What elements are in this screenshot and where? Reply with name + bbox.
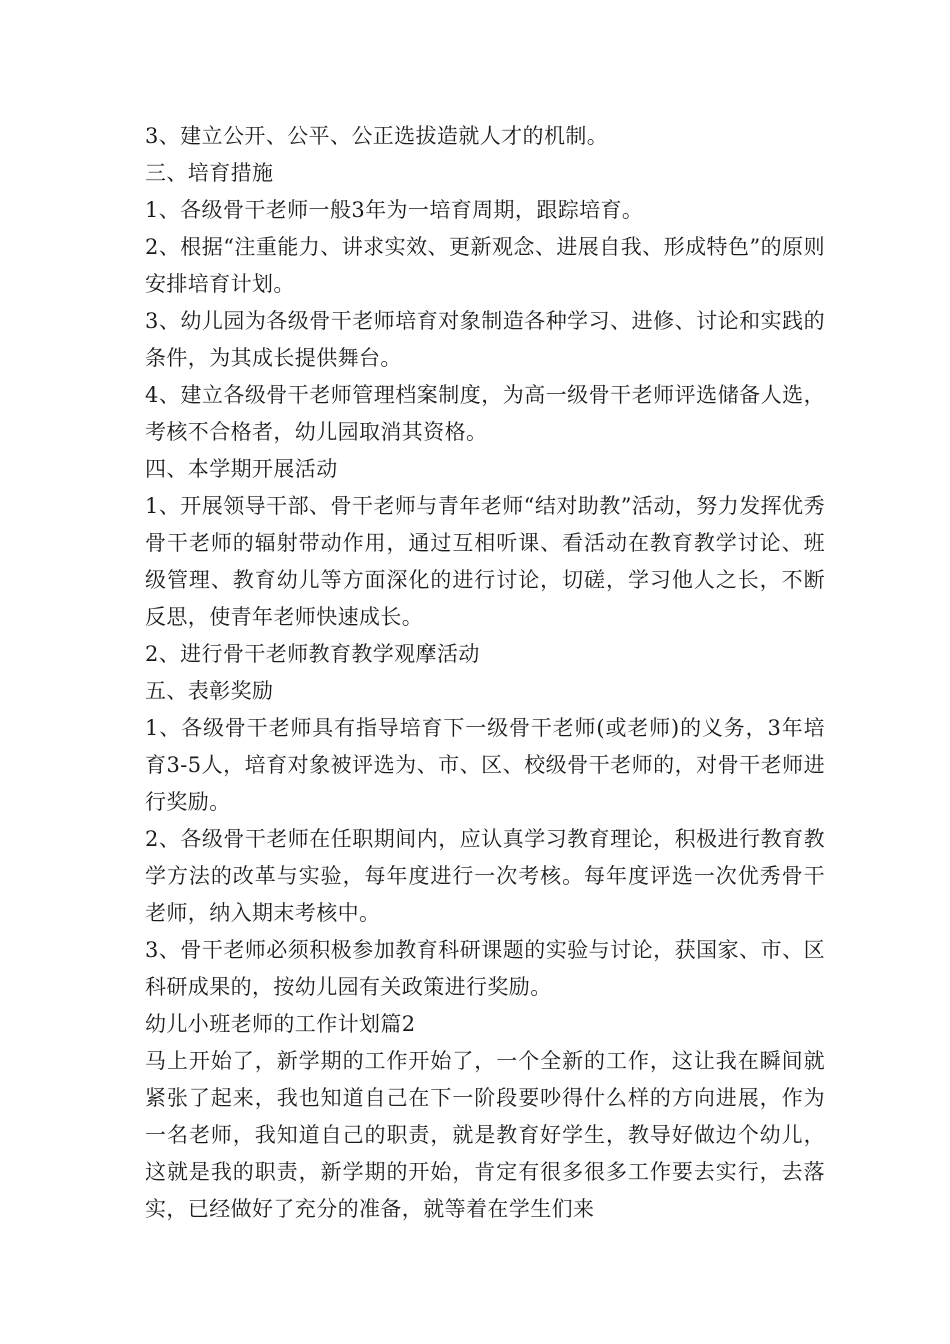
paragraph: 2、各级骨干老师在任职期间内，应认真学习教育理论，积极进行教育教学方法的改革与实验，每年度进行一次考核。每年度评选一次优秀骨干老师，纳入期末考核中。 [145, 827, 825, 925]
paragraph: 3、骨干老师必须积极参加教育科研课题的实验与讨论，获国家、市、区科研成果的，按幼儿园有关政策进行奖励。 [145, 938, 825, 999]
article-title: 幼儿小班老师的工作计划篇2 [145, 1012, 416, 1036]
paragraph: 2、进行骨干老师教育教学观摩活动 [145, 642, 480, 666]
paragraph: 1、开展领导干部、骨干老师与青年老师“结对助教”活动，努力发挥优秀骨干老师的辐射带动作用，通过互相听课、看活动在教育教学讨论、班级管理、教育幼儿等方面深化的进行讨论，切磋，学习他人之长，不断反思，使青年老师快速成长。 [145, 494, 825, 629]
paragraph: 2、根据“注重能力、讲求实效、更新观念、进展自我、形成特色”的原则安排培育计划。 [145, 235, 825, 296]
paragraph: 马上开始了，新学期的工作开始了，一个全新的工作，这让我在瞬间就紧张了起来，我也知道自己在下一阶段要吵得什么样的方向进展，作为一名老师，我知道自己的职责，就是教育好学生，教导好做边个幼儿，这就是我的职责，新学期的开始，肯定有很多很多工作要去实行，去落实，已经做好了充分的准备，就等着在学生们来 [145, 1049, 825, 1221]
section-heading: 四、本学期开展活动 [145, 457, 338, 481]
paragraph: 1、各级骨干老师一般3年为一培育周期，跟踪培育。 [145, 198, 644, 222]
paragraph: 3、建立公开、公平、公正选拔造就人才的机制。 [145, 124, 609, 148]
section-heading: 五、表彰奖励 [145, 679, 274, 703]
paragraph: 4、建立各级骨干老师管理档案制度，为高一级骨干老师评选储备人选，考核不合格者，幼儿园取消其资格。 [145, 383, 825, 444]
document-body [145, 118, 825, 1228]
paragraph: 3、幼儿园为各级骨干老师培育对象制造各种学习、进修、讨论和实践的条件，为其成长提供舞台。 [145, 309, 825, 370]
section-heading: 三、培育措施 [145, 161, 274, 185]
paragraph: 1、各级骨干老师具有指导培育下一级骨干老师(或老师)的义务，3年培育3-5人，培育对象被评选为、市、区、校级骨干老师的，对骨干老师进行奖励。 [145, 716, 825, 814]
